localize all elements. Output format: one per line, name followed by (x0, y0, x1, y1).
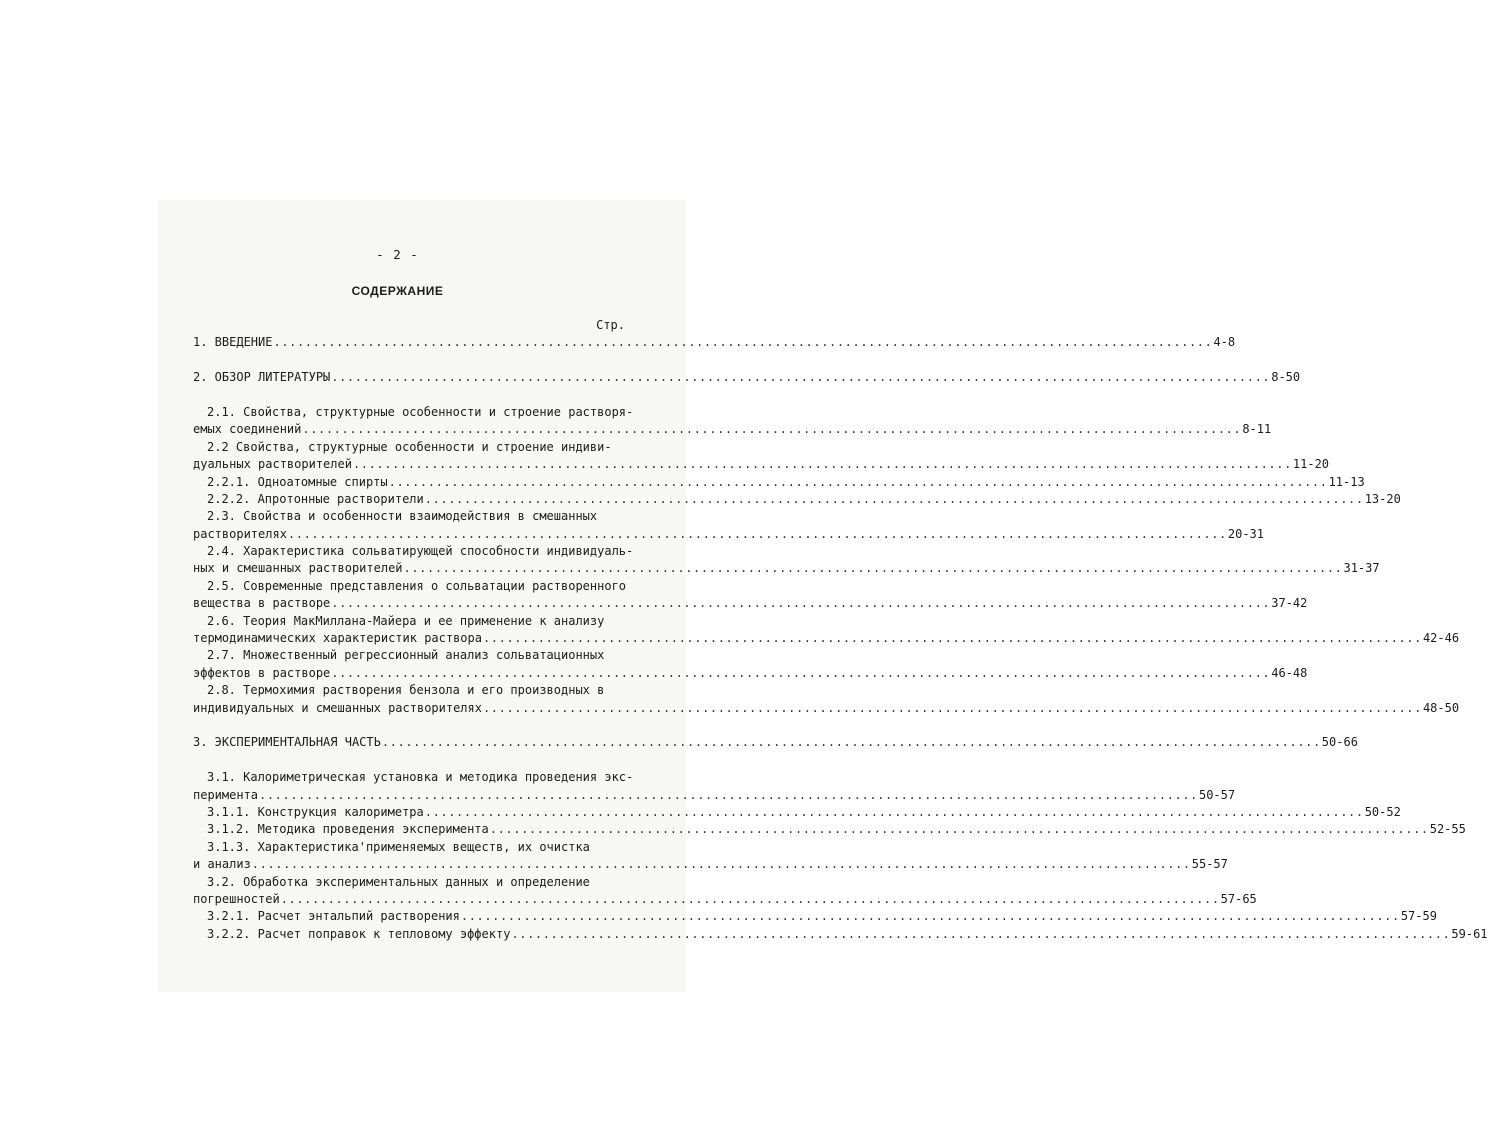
toc-entry-pages: 8-50 (1271, 370, 1301, 385)
leader-dots: ........................................................................................................................ (482, 631, 1422, 646)
toc-entry-pages: 50-66 (1321, 735, 1358, 750)
toc-entry-3-1-line1: 3.1. Калориметрическая установка и методика проведения экс- (207, 770, 634, 785)
toc-entry-3-2-1 (193, 908, 1437, 925)
toc-entry-pages: 52-55 (1429, 822, 1466, 837)
toc-entry-2-6-line1: 2.6. Теория МакМиллана-Майера и ее применение к анализу (207, 613, 605, 628)
toc-entry-pages: 20-31 (1227, 526, 1264, 541)
toc-entry-text: индивидуальных и смешанных растворителях (193, 700, 482, 715)
toc-entry-text: эффектов в растворе (193, 665, 331, 680)
toc-entry-2-7 (193, 665, 1308, 682)
toc-entry-2-2-line1: 2.2 Свойства, структурные особенности и строение индиви- (207, 439, 612, 454)
toc-entry-experimental-part (193, 734, 1358, 751)
toc-entry-3-2-2 (193, 926, 1488, 943)
toc-entry-3-1-3-line1: 3.1.3. Характеристика'применяемых веществ, их очистка (207, 839, 590, 854)
leader-dots: ........................................................................................................................ (424, 491, 1364, 506)
toc-entry-2-2-1 (193, 474, 1365, 491)
toc-entry-2-2 (193, 456, 1330, 473)
toc-entry-pages: 57-65 (1220, 891, 1257, 906)
toc-entry-3-1-2 (193, 821, 1466, 838)
leader-dots: ........................................................................................................................ (482, 700, 1422, 715)
toc-entry-text: 2.2.2. Апротонные растворители (207, 491, 424, 506)
toc-entry-pages: 4-8 (1213, 335, 1236, 350)
leader-dots: ........................................................................................................................ (280, 891, 1220, 906)
toc-entry-pages: 13-20 (1364, 491, 1401, 506)
toc-entry-text: 3. ЭКСПЕРИМЕНТАЛЬНАЯ ЧАСТЬ (193, 735, 381, 750)
page-number: - 2 - (376, 247, 419, 262)
leader-dots: ........................................................................................................................ (331, 665, 1271, 680)
toc-entry-pages: 8-11 (1242, 422, 1272, 437)
toc-entry-2-1-line1: 2.1. Свойства, структурные особенности и строение растворя- (207, 404, 634, 419)
toc-entry-introduction (193, 334, 1236, 351)
toc-entry-3-1-1 (193, 804, 1401, 821)
toc-entry-text: емых соединений (193, 422, 302, 437)
toc-entry-2-8 (193, 700, 1460, 717)
table-of-contents (193, 317, 1488, 943)
page-title: СОДЕРЖАНИЕ (351, 284, 444, 298)
leader-dots: ........................................................................................................................ (489, 822, 1429, 837)
pages-column-header: Стр. (596, 318, 625, 332)
leader-dots: ........................................................................................................................ (251, 857, 1191, 872)
toc-entry-pages: 57-59 (1400, 909, 1437, 924)
toc-entry-2-4 (193, 560, 1380, 577)
toc-entry-pages: 48-50 (1422, 700, 1460, 715)
toc-entry-pages: 42-46 (1422, 631, 1460, 646)
toc-entry-2-3 (193, 526, 1264, 543)
leader-dots: ........................................................................................................................ (331, 370, 1271, 385)
leader-dots: ........................................................................................................................ (287, 526, 1227, 541)
toc-entry-text: 3.2.2. Расчет поправок к тепловому эффекту (207, 926, 511, 941)
toc-entry-2-6 (193, 630, 1460, 647)
leader-dots: ........................................................................................................................ (273, 335, 1213, 350)
leader-dots: ........................................................................................................................ (403, 561, 1343, 576)
leader-dots: ........................................................................................................................ (302, 422, 1242, 437)
toc-entry-pages: 37-42 (1271, 596, 1308, 611)
toc-entry-text: и анализ (193, 857, 251, 872)
toc-entry-2-3-line1: 2.3. Свойства и особенности взаимодействия в смешанных (207, 509, 598, 524)
leader-dots: ........................................................................................................................ (460, 909, 1400, 924)
toc-entry-pages: 31-37 (1343, 561, 1380, 576)
leader-dots: ........................................................................................................................ (259, 787, 1198, 802)
toc-entry-3-2 (193, 891, 1257, 908)
toc-entry-pages: 50-57 (1198, 787, 1236, 802)
toc-entry-literature-review (193, 369, 1301, 386)
toc-entry-text: 1. ВВЕДЕНИЕ (193, 335, 273, 350)
toc-entry-text: дуальных растворителей (193, 457, 352, 472)
toc-entry-text: термодинамических характеристик раствора (193, 631, 482, 646)
leader-dots: ........................................................................................................................ (352, 457, 1292, 472)
toc-entry-2-7-line1: 2.7. Множественный регрессионный анализ сольватационных (207, 648, 605, 663)
toc-entry-3-2-line1: 3.2. Обработка экспериментальных данных и определение (207, 874, 590, 889)
toc-entry-pages: 46-48 (1271, 665, 1308, 680)
toc-entry-2-8-line1: 2.8. Термохимия растворения бензола и его производных в (207, 683, 605, 698)
toc-entry-text: ных и смешанных растворителей (193, 561, 403, 576)
toc-entry-2-4-line1: 2.4. Характеристика сольватирующей способности индивидуаль- (207, 544, 634, 559)
toc-entry-pages: 50-52 (1364, 804, 1401, 819)
toc-entry-text: 2.2.1. Одноатомные спирты (207, 474, 388, 489)
toc-entry-3-1-3 (193, 856, 1228, 873)
toc-entry-text: 3.1.1. Конструкция калориметра (207, 804, 424, 819)
leader-dots: ........................................................................................................................ (388, 474, 1328, 489)
toc-entry-2-2-2 (193, 491, 1401, 508)
leader-dots: ........................................................................................................................ (381, 735, 1321, 750)
toc-entry-text: 3.1.2. Методика проведения эксперимента (207, 822, 489, 837)
toc-entry-pages: 11-13 (1328, 474, 1365, 489)
leader-dots: ........................................................................................................................ (511, 926, 1451, 941)
toc-entry-text: 2. ОБЗОР ЛИТЕРАТУРЫ (193, 370, 331, 385)
toc-entry-3-1 (193, 787, 1236, 804)
toc-entry-pages: 59-61 (1451, 926, 1488, 941)
toc-entry-text: растворителях (193, 526, 287, 541)
toc-entry-pages: 55-57 (1191, 857, 1228, 872)
toc-entry-2-5-line1: 2.5. Современные представления о сольватации растворенного (207, 578, 627, 593)
toc-entry-text: 3.2.1. Расчет энтальпий растворения (207, 909, 460, 924)
leader-dots: ........................................................................................................................ (331, 596, 1271, 611)
toc-entry-2-1 (193, 421, 1272, 438)
toc-entry-text: вещества в растворе (193, 596, 331, 611)
leader-dots: ........................................................................................................................ (424, 804, 1364, 819)
toc-entry-text: перимента (193, 787, 259, 802)
toc-entry-text: погрешностей (193, 891, 280, 906)
toc-entry-2-5 (193, 595, 1308, 612)
toc-entry-pages: 11-20 (1292, 457, 1330, 472)
